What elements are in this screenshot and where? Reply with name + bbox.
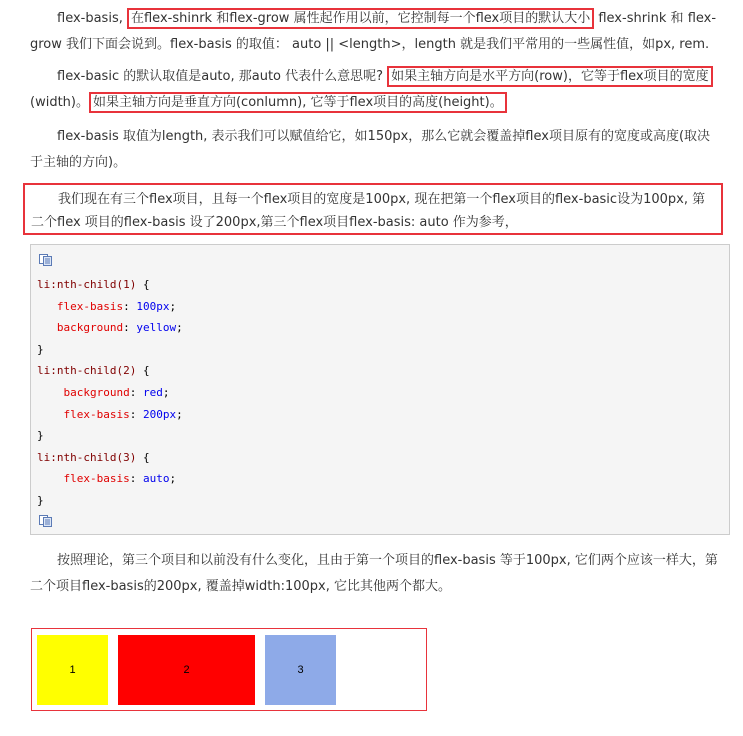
code-line: background: yellow; [56, 321, 183, 335]
css-brace-open: { [136, 278, 150, 291]
code-line: background: red; [63, 385, 170, 399]
paragraph-flex-basis-length: flex-basis 取值为length, 表示我们可以赋值给它，如150px，那么它就会覆盖掉flex项目原有的宽度或高度(取决于主轴的方向)。 [30, 129, 711, 170]
css-brace-open: { [136, 364, 150, 378]
css-value: 100px [136, 299, 170, 313]
css-property: flex-basis [63, 407, 130, 421]
code-line: flex-basis: 200px; [63, 407, 183, 421]
p2-highlight-column: 如果主轴方向是垂直方向(conlumn), 它等于flex项目的高度(height)。 [89, 92, 507, 113]
css-brace-close: } [37, 493, 44, 507]
flex-demo-container [31, 628, 427, 711]
highlighted-example-box [23, 183, 723, 235]
flex-item-2: 2 [118, 635, 255, 705]
css-selector: li:nth-child(1) [37, 278, 137, 291]
code-line [37, 447, 183, 469]
p2-highlight-row: 如果主轴方向是水平方向(row)，它等于flex项目的宽度 [387, 66, 712, 87]
paragraph-flex-basis-auto [30, 64, 720, 116]
flex-item-3: 3 [265, 635, 336, 705]
css-selector: li:nth-child(3) [37, 450, 137, 464]
css-value: 200px [142, 407, 177, 421]
code-line: flex-basis: auto; [63, 472, 177, 486]
paragraph-example-setup: 我们现在有三个flex项目，且每一个flex项目的宽度是100px, 现在把第一个flex项目的flex-basic设为100px, 第二个flex 项目的flex-basis 设了200px,第三个flex项目flex-basis: auto 作为参考， [31, 192, 706, 230]
p2-before: flex-basic 的默认取值是auto, 那auto 代表什么意思呢? [57, 69, 388, 84]
code-lines [37, 274, 183, 512]
p1-highlight: 在flex-shinrk 和flex-grow 属性起作用以前，它控制每一个flex项目的默认大小 [127, 8, 594, 29]
css-value: auto [142, 472, 170, 486]
p1-before: flex-basis, [57, 11, 127, 26]
paragraph-flex-basis-intro [30, 6, 720, 58]
flex-item-1: 1 [37, 635, 108, 705]
code-line [37, 360, 183, 382]
code-line: flex-basis: 100px; [56, 299, 177, 313]
paragraph-result-explanation: 按照理论，第三个项目和以前没有什么变化，且由于第一个项目的flex-basis 等于100px, 它们两个应该一样大，第二个项目flex-basis的200px, 覆盖掉width:100px, 它比其他两个都大。 [30, 553, 718, 594]
css-brace-close: } [37, 342, 44, 356]
p2-middle: (width)。 [30, 95, 89, 110]
css-property: background [56, 321, 124, 335]
p1-after: flex-shrink 和 flex-grow 我们下面会说到。flex-basis 的取值： auto || <length>，length 就是我们平常用的一些属性值，如px, rem. [30, 11, 717, 52]
css-selector: li:nth-child(2) [37, 364, 137, 378]
css-brace-open: { [136, 450, 150, 464]
css-property: flex-basis [63, 472, 130, 486]
css-value: yellow [136, 321, 177, 335]
css-brace-close: } [37, 429, 44, 443]
css-property: flex-basis [56, 299, 124, 313]
css-value: red [142, 385, 163, 399]
css-property: background [63, 385, 130, 399]
code-block [30, 244, 730, 535]
copy-code-icon[interactable] [39, 254, 52, 266]
code-line [37, 274, 183, 296]
copy-code-icon[interactable] [39, 515, 52, 527]
